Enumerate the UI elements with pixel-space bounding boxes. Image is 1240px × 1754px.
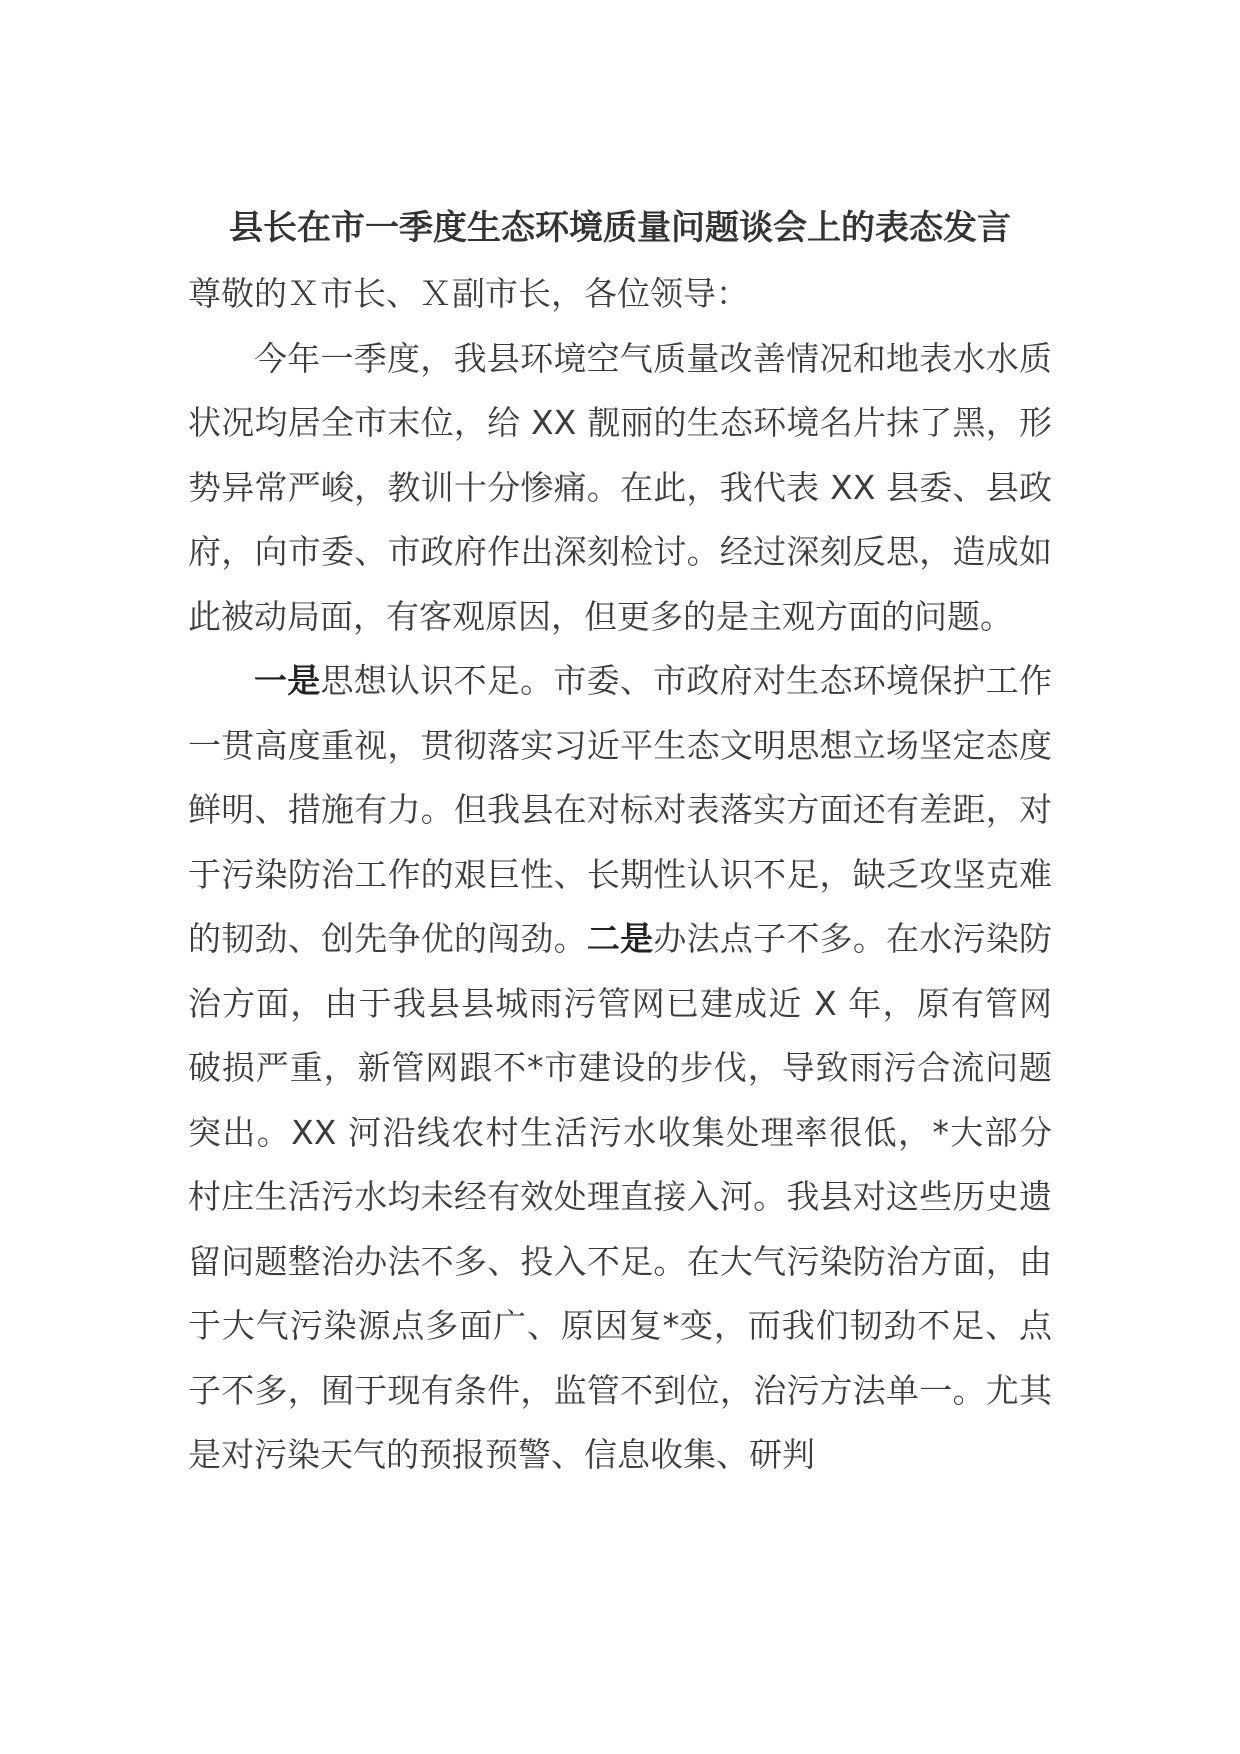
paragraph-2 (188, 649, 1052, 1488)
point-two-text: 办法点子不多。在水污染防治方面，由于我县县城雨污管网已建成近 X 年，原有管网破损严重，新管网跟不*市建设的步伐，导致雨污合流问题突出。XX 河沿线农村生活污水收集处理率很低，*大部分村庄生活污水均未经有效处理直接入河。我县对这些历史遗留问题整治办法不多、投入不足。在大气污染防治方面，由于大气污染源点多面广、原因复*变，而我们韧劲不足、点子不多，囿于现有条件，监管不到位，治污方法单一。尤其是对污染天气的预报预警、信息收集、研判 (188, 919, 1053, 1474)
document-title: 县长在市一季度生态环境质量问题谈会上的表态发言 (229, 208, 1011, 248)
point-one-lead: 一是 (254, 661, 321, 700)
salutation: 尊敬的Ｘ市长、Ｘ副市长，各位领导： (188, 274, 749, 313)
paragraph-1: 今年一季度，我县环境空气质量改善情况和地表水水质状况均居全市末位，给 XX 靓丽的生态环境名片抹了黑，形势异常严峻，教训十分惨痛。在此，我代表 XX 县委、县政府，向市委、市政府作出深刻检讨。经过深刻反思，造成如此被动局面，有客观原因，但更多的是主观方面的问题。 (188, 338, 1052, 636)
point-one-text: 思想认识不足。市委、市政府对生态环境保护工作一贯高度重视，贯彻落实习近平生态文明思想立场坚定态度鲜明、措施有力。但我县在对标对表落实方面还有差距，对于污染防治工作的艰巨性、长期性认识不足，缺乏攻坚克难的韧劲、创先争优的闯劲。 (188, 661, 1053, 958)
point-two-lead: 二是 (586, 919, 654, 958)
document-body (188, 262, 1052, 1488)
